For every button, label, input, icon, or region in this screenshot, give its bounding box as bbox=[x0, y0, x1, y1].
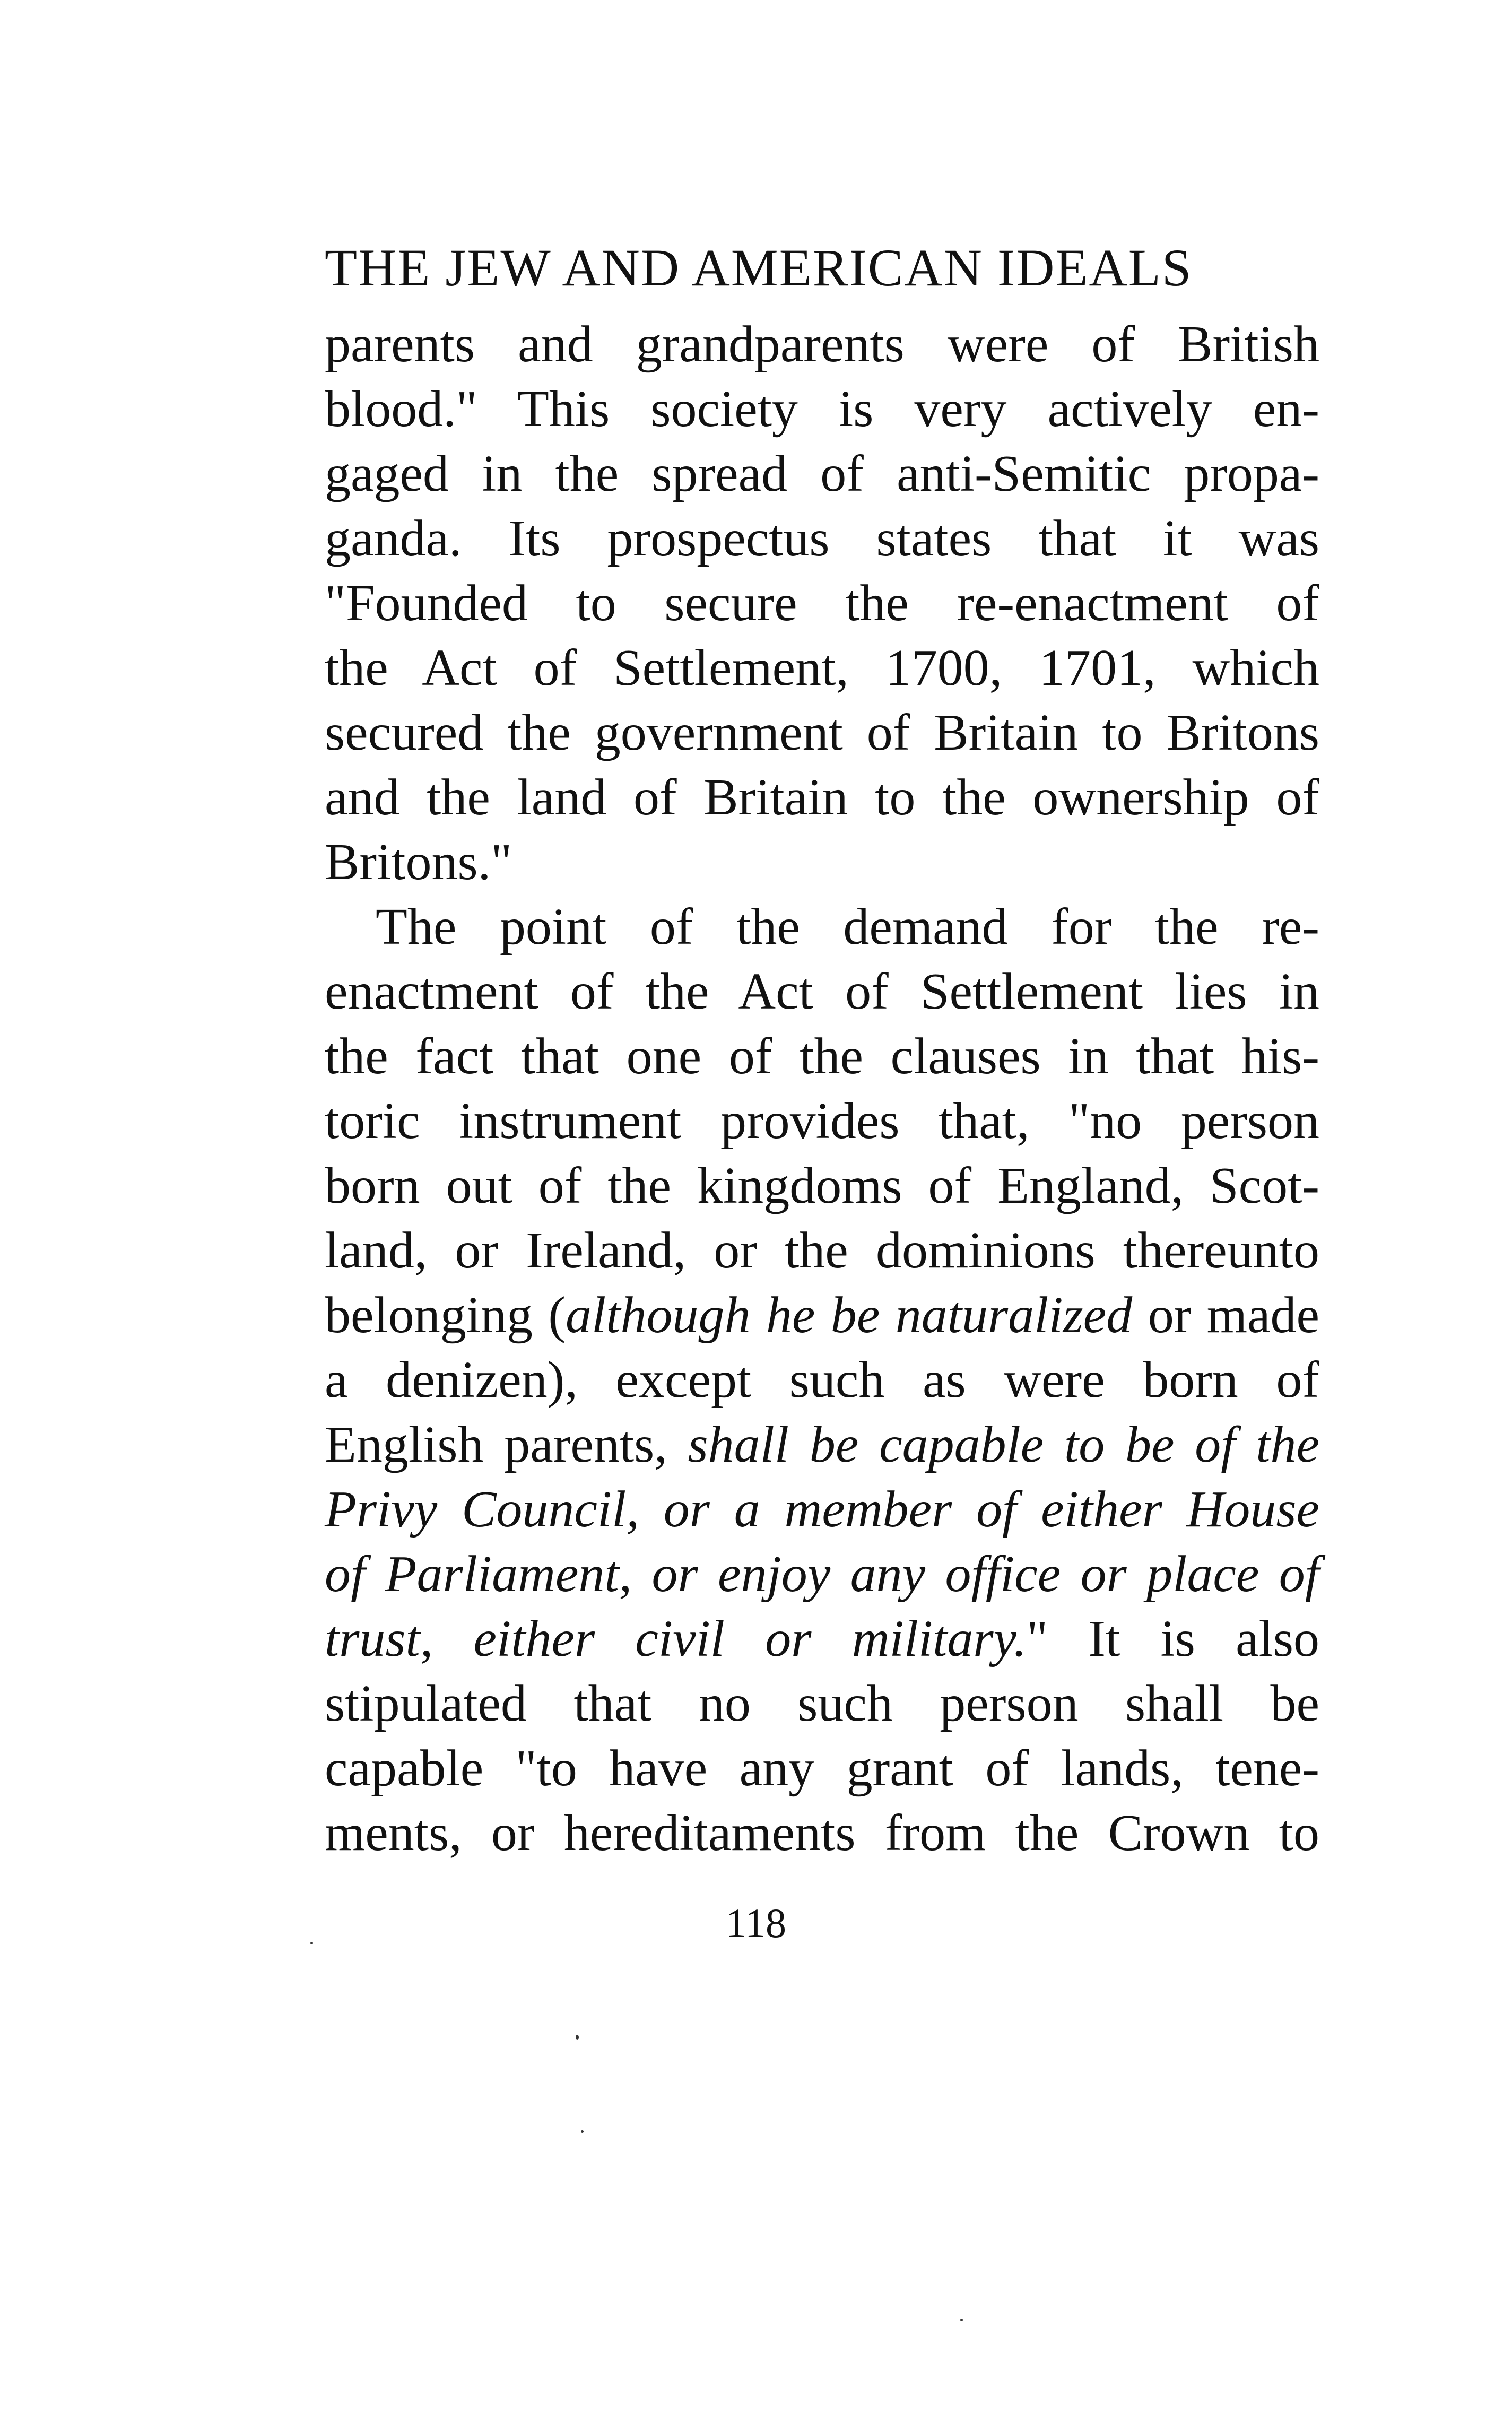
text-line bbox=[325, 1348, 1319, 1412]
text-line bbox=[325, 636, 1319, 700]
text-line bbox=[325, 895, 1319, 959]
text-line bbox=[325, 571, 1319, 636]
roman-text: secured the government of Britain to Britons bbox=[325, 704, 1319, 761]
text-line bbox=[325, 959, 1319, 1024]
roman-text: gaged in the spread of anti-Semitic propa- bbox=[325, 445, 1319, 502]
text-line bbox=[325, 1801, 1319, 1865]
roman-text: toric instrument provides that, "no person bbox=[325, 1092, 1319, 1150]
text-line bbox=[325, 1024, 1319, 1089]
roman-text: land, or Ireland, or the dominions thereunto bbox=[325, 1222, 1319, 1279]
text-line bbox=[325, 1542, 1319, 1607]
scan-speck bbox=[581, 2130, 584, 2133]
text-line bbox=[325, 1736, 1319, 1801]
text-line bbox=[325, 830, 1319, 895]
scan-speck bbox=[310, 1942, 313, 1944]
roman-text: capable "to have any grant of lands, tene- bbox=[325, 1740, 1319, 1797]
roman-text: the Act of Settlement, 1700, 1701, which bbox=[325, 639, 1319, 697]
roman-text: the fact that one of the clauses in that his- bbox=[325, 1028, 1319, 1085]
text-line bbox=[325, 765, 1319, 830]
roman-text: and the land of Britain to the ownership of bbox=[325, 769, 1319, 826]
text-line bbox=[325, 312, 1319, 377]
text-line bbox=[325, 1477, 1319, 1542]
italic-text: although he be naturalized bbox=[566, 1287, 1133, 1344]
italic-text: shall be capable to be of the bbox=[688, 1416, 1319, 1473]
roman-text: The point of the demand for the re- bbox=[376, 898, 1319, 956]
text-line bbox=[325, 1283, 1319, 1348]
text-line bbox=[325, 1153, 1319, 1218]
text-line bbox=[325, 1412, 1319, 1477]
roman-text: ments, or hereditaments from the Crown to bbox=[325, 1804, 1319, 1862]
text-line bbox=[325, 1671, 1319, 1736]
italic-text: of Parliament, or enjoy any office or place of bbox=[325, 1545, 1319, 1603]
roman-text: enactment of the Act of Settlement lies in bbox=[325, 963, 1319, 1020]
roman-text: Britons." bbox=[325, 833, 512, 891]
roman-text: parents and grandparents were of British bbox=[325, 316, 1319, 373]
italic-text: Privy Council, or a member of either House bbox=[325, 1481, 1319, 1538]
roman-text: a denizen), except such as were born of bbox=[325, 1351, 1319, 1409]
roman-text: "Founded to secure the re-enactment of bbox=[325, 575, 1319, 632]
text-line bbox=[325, 700, 1319, 765]
text-line bbox=[325, 1607, 1319, 1671]
roman-text: " It is also bbox=[1027, 1610, 1319, 1668]
roman-text: belonging ( bbox=[325, 1287, 566, 1344]
scan-speck bbox=[576, 2035, 579, 2040]
scan-speck bbox=[960, 2319, 963, 2321]
roman-text: born out of the kingdoms of England, Scot- bbox=[325, 1157, 1319, 1214]
page-number: 118 bbox=[725, 1900, 787, 1946]
roman-text: or made bbox=[1132, 1287, 1320, 1344]
running-head: THE JEW AND AMERICAN IDEALS bbox=[325, 238, 1193, 297]
roman-text: stipulated that no such person shall be bbox=[325, 1675, 1319, 1732]
text-line bbox=[325, 377, 1319, 441]
roman-text: English parents, bbox=[325, 1416, 688, 1473]
roman-text: blood." This society is very actively en- bbox=[325, 380, 1319, 438]
text-line bbox=[325, 441, 1319, 506]
italic-text: trust, either civil or military. bbox=[325, 1610, 1027, 1668]
text-line bbox=[325, 506, 1319, 571]
body-text bbox=[325, 312, 1319, 1865]
text-line bbox=[325, 1218, 1319, 1283]
text-line bbox=[325, 1089, 1319, 1153]
roman-text: ganda. Its prospectus states that it was bbox=[325, 510, 1319, 567]
